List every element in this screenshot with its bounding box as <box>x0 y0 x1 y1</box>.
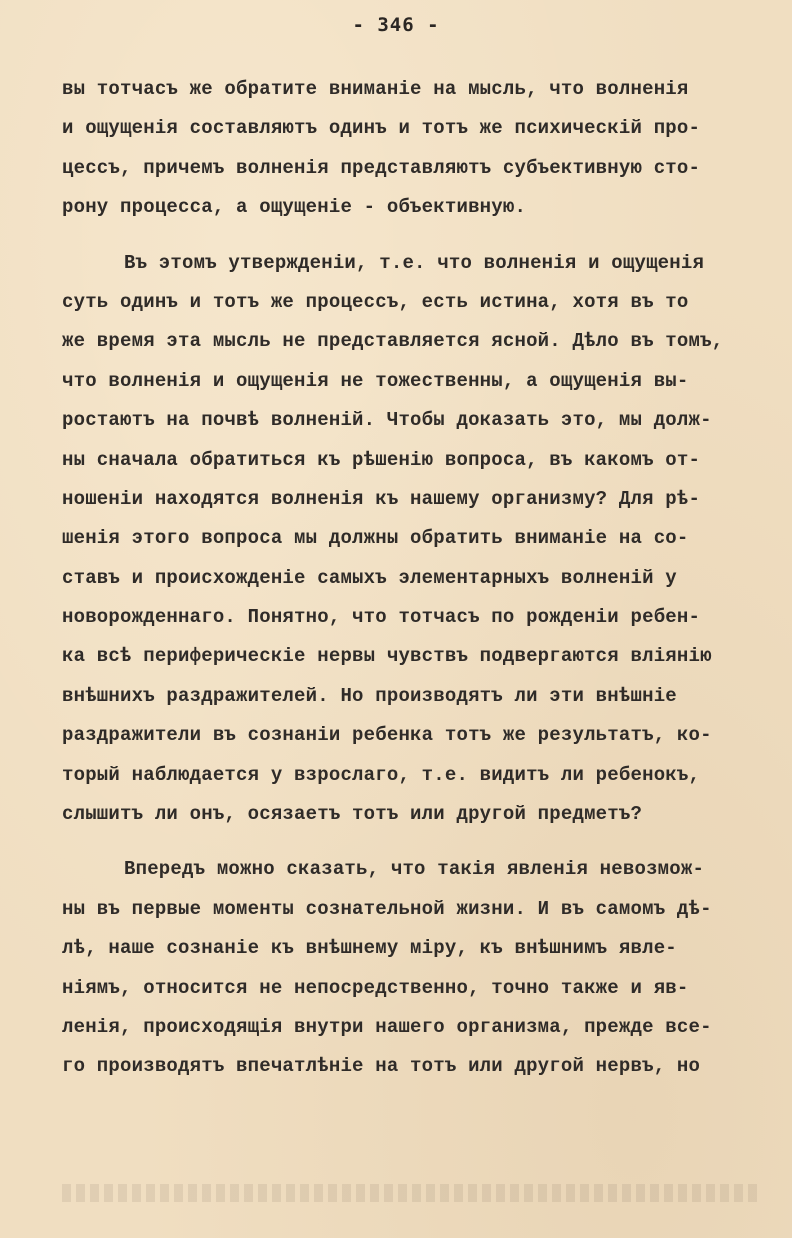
text-line: торый наблюдается у взрослаго, т.е. видитъ ли ребенокъ, <box>62 763 701 786</box>
text-line: ка всѣ периферическіе нервы чувствъ подвергаются вліянію <box>62 645 712 668</box>
text-line: и ощущенія составляютъ одинъ и тотъ же психическій про- <box>62 117 701 140</box>
text-line: новорожденнаго. Понятно, что тотчасъ по рожденіи ребен- <box>62 606 701 629</box>
text-line: раздражители въ сознаніи ребенка тотъ же результатъ, ко- <box>62 724 712 747</box>
paragraph-gap <box>0 834 792 850</box>
text-line: Впередъ можно сказать, что такія явленія невозмож- <box>124 858 705 881</box>
text-line: ставъ и происхожденіе самыхъ элементарныхъ волненій у <box>62 566 677 589</box>
text-line: го производятъ впечатлѣніе на тотъ или другой нервъ, но <box>62 1055 701 1078</box>
text-line: цессъ, причемъ волненія представляютъ субъективную сто- <box>62 156 701 179</box>
bleed-through-text <box>62 1184 762 1202</box>
text-line: ны въ первые моменты сознательной жизни. И въ самомъ дѣ- <box>62 897 712 920</box>
text-line: шенія этого вопроса мы должны обратить вниманіе на со- <box>62 527 689 550</box>
text-line: лѣ, наше сознаніе къ внѣшнему міру, къ внѣшнимъ явле- <box>62 937 677 960</box>
text-line: внѣшнихъ раздражителей. Но производятъ ли эти внѣшніе <box>62 684 677 707</box>
text-line: суть одинъ и тотъ же процессъ, есть истина, хотя въ то <box>62 290 689 313</box>
text-line: Въ этомъ утвержденіи, т.е. что волненія и ощущенія <box>124 251 705 274</box>
page-number: - 346 - <box>352 14 440 36</box>
text-line: слышитъ ли онъ, осязаетъ тотъ или другой предметъ? <box>62 803 643 826</box>
text-line: вы тотчасъ же обратите вниманіе на мысль, что волненія <box>62 78 689 100</box>
text-line: ношеніи находятся волненія къ нашему организму? Для рѣ- <box>62 487 701 510</box>
text-line: ростаютъ на почвѣ волненій. Чтобы доказать это, мы долж- <box>62 409 712 432</box>
text-line: рону процесса, а ощущеніе - объективную. <box>62 196 527 219</box>
text-line: ніямъ, относится не непосредственно, точно также и яв- <box>62 976 689 999</box>
text-line: же время эта мысль не представляется ясной. Дѣло въ томъ, <box>62 330 724 353</box>
text-line: ленія, происходящія внутри нашего организма, прежде все- <box>62 1015 712 1038</box>
text-line: что волненія и ощущенія не тожественны, а ощущенія вы- <box>62 369 689 392</box>
body-text <box>0 70 792 1087</box>
paragraph-gap <box>0 228 792 244</box>
text-line: ны сначала обратиться къ рѣшенію вопроса, въ какомъ от- <box>62 448 701 471</box>
